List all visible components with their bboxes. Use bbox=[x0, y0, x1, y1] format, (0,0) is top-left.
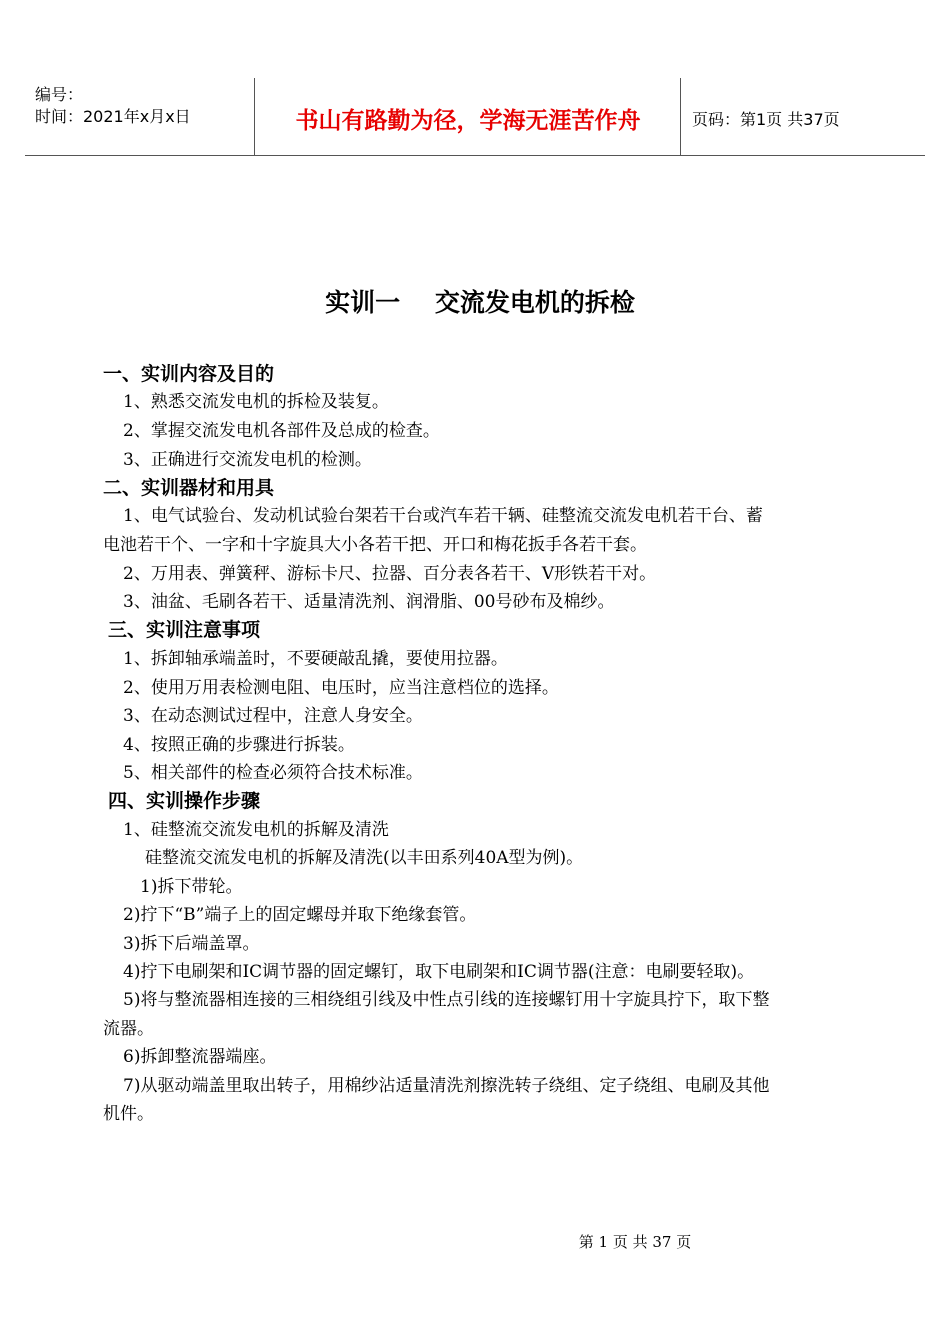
section-line: 3)拆下后端盖罩。 bbox=[123, 934, 260, 954]
section-line: 硅整流交流发电机的拆解及清洗(以丰田系列40A型为例)。 bbox=[145, 848, 584, 868]
page-footer: 第 1 页 共 37 页 bbox=[578, 1233, 692, 1251]
section-line: 6)拆卸整流器端座。 bbox=[123, 1047, 277, 1067]
section-line: 3、正确进行交流发电机的检测。 bbox=[123, 450, 372, 470]
section-line: 1)拆下带轮。 bbox=[140, 877, 243, 897]
section-line: 1、电气试验台、发动机试验台架若干台或汽车若干辆、硅整流交流发电机若干台、蓄 bbox=[123, 506, 763, 526]
section-line: 5)将与整流器相连接的三相绕组引线及中性点引线的连接螺钉用十字旋具拧下，取下整 bbox=[123, 990, 770, 1010]
section-line: 4、按照正确的步骤进行拆装。 bbox=[123, 735, 355, 755]
section-line: 2)拧下“B”端子上的固定螺母并取下绝缘套管。 bbox=[123, 905, 477, 925]
page-title: 实训一 交流发电机的拆检 bbox=[325, 288, 635, 317]
section-line: 7)从驱动端盖里取出转子，用棉纱沾适量清洗剂擦洗转子绕组、定子绕组、电刷及其他 bbox=[123, 1076, 770, 1096]
section-line: 1、熟悉交流发电机的拆检及装复。 bbox=[123, 392, 389, 412]
section-line: 机件。 bbox=[103, 1104, 154, 1124]
section-line: 1、硅整流交流发电机的拆解及清洗 bbox=[123, 820, 389, 840]
section-line: 1、拆卸轴承端盖时，不要硬敲乱撬，要使用拉器。 bbox=[123, 649, 508, 669]
section-heading: 四、实训操作步骤 bbox=[108, 790, 261, 812]
time-label: 时间：2021年x月x日 bbox=[35, 107, 191, 126]
page-info: 页码：第1页 共37页 bbox=[692, 110, 840, 129]
section-line: 4)拧下电刷架和IC调节器的固定螺钉，取下电刷架和IC调节器(注意：电刷要轻取)。 bbox=[123, 962, 755, 982]
section-line: 3、油盆、毛刷各若干、适量清洗剂、润滑脂、00号砂布及棉纱。 bbox=[123, 592, 615, 612]
header-page-cell bbox=[680, 78, 926, 155]
motto: 书山有路勤为径，学海无涯苦作舟 bbox=[295, 108, 641, 134]
section-line: 2、万用表、弹簧秤、游标卡尺、拉器、百分表各若干、V形铁若干对。 bbox=[123, 564, 657, 584]
section-line: 电池若干个、一字和十字旋具大小各若干把、开口和梅花扳手各若干套。 bbox=[103, 535, 647, 555]
section-line: 2、使用万用表检测电阻、电压时，应当注意档位的选择。 bbox=[123, 678, 559, 698]
section-heading: 三、实训注意事项 bbox=[108, 619, 261, 641]
section-line: 3、在动态测试过程中，注意人身安全。 bbox=[123, 706, 423, 726]
section-line: 5、相关部件的检查必须符合技术标准。 bbox=[123, 763, 423, 783]
header-info-cell bbox=[25, 78, 254, 155]
number-label: 编号： bbox=[35, 85, 84, 104]
section-heading: 一、实训内容及目的 bbox=[103, 363, 275, 385]
header-motto-cell bbox=[254, 78, 681, 155]
section-heading: 二、实训器材和用具 bbox=[103, 477, 275, 499]
document-header bbox=[25, 78, 925, 156]
section-line: 2、掌握交流发电机各部件及总成的检查。 bbox=[123, 421, 440, 441]
section-line: 流器。 bbox=[103, 1019, 154, 1039]
